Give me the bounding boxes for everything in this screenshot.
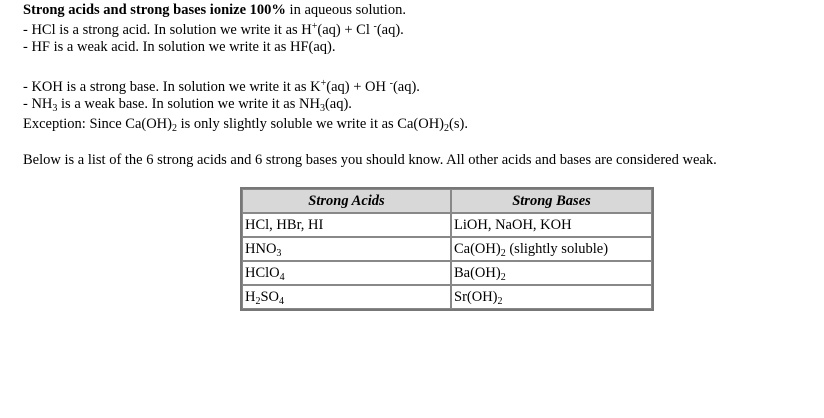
header-strong-acids: Strong Acids (242, 189, 451, 213)
text-segment: is a weak base. In solution we write it as NH (57, 96, 320, 112)
superscript: - (389, 78, 393, 89)
text-segment: Ba(OH) (454, 264, 501, 281)
subscript: 2 (500, 247, 506, 259)
subscript: 2 (500, 271, 506, 283)
subscript: 4 (279, 271, 285, 283)
text-segment: H (245, 288, 256, 305)
acid-cell (242, 237, 451, 261)
superscript: - (373, 21, 377, 32)
header-strong-bases: Strong Bases (451, 189, 652, 213)
table-row (242, 213, 652, 237)
text-segment: SO (260, 288, 280, 305)
text-segment: is only slightly soluble we write it as Ca(OH) (177, 116, 445, 132)
table-row (242, 261, 652, 285)
table-row (242, 237, 652, 261)
text-segment: LiOH, NaOH, KOH (454, 216, 572, 233)
subscript: 2 (497, 295, 503, 307)
list-intro-line (23, 151, 717, 169)
text-segment: Exception: Since Ca(OH) (23, 116, 172, 132)
table-row (242, 285, 652, 309)
text-segment: Sr(OH) (454, 288, 498, 305)
acid-cell (242, 213, 451, 237)
table-header-row (242, 189, 652, 213)
subscript: 2 (255, 295, 261, 307)
text-segment: in aqueous solution. (285, 2, 406, 18)
hcl-line (23, 21, 404, 39)
text-segment: Below is a list of the 6 strong acids and 6 strong bases you should know. All other acids and bases are considered weak. (23, 152, 717, 168)
heading-line (23, 1, 406, 19)
text-segment: - NH (23, 96, 53, 112)
base-cell (451, 261, 652, 285)
base-cell (451, 237, 652, 261)
nh3-line (23, 95, 352, 113)
subscript: 2 (444, 123, 450, 134)
koh-line (23, 78, 420, 96)
subscript: 2 (172, 123, 177, 134)
text-segment: HClO (245, 264, 280, 281)
superscript: + (320, 78, 327, 89)
subscript: 4 (279, 295, 285, 307)
base-cell (451, 285, 652, 309)
text-segment: (slightly soluble) (505, 240, 609, 257)
subscript: 3 (52, 103, 58, 114)
superscript: + (311, 21, 318, 32)
text-segment: (aq). (392, 79, 420, 95)
acid-cell (242, 261, 451, 285)
subscript: 3 (319, 103, 325, 114)
text-segment: (s). (449, 116, 468, 132)
text-segment: HNO (245, 240, 277, 257)
text-segment: - KOH is a strong base. In solution we write it as K (23, 79, 321, 95)
text-segment: HCl, HBr, HI (245, 216, 324, 233)
acid-cell (242, 285, 451, 309)
text-segment: Strong acids and strong bases ionize 100% (23, 2, 286, 18)
exception-line (23, 115, 468, 133)
strong-acids-bases-table (240, 187, 654, 311)
text-segment: (aq) + Cl (317, 22, 374, 38)
base-cell (451, 213, 652, 237)
subscript: 3 (276, 247, 282, 259)
text-segment: (aq). (376, 22, 404, 38)
text-segment: Ca(OH) (454, 240, 501, 257)
hf-line (23, 38, 336, 56)
text-segment: (aq). (324, 96, 352, 112)
text-segment: - HF is a weak acid. In solution we write it as HF(aq). (23, 39, 336, 55)
text-segment: - HCl is a strong acid. In solution we write it as H (23, 22, 312, 38)
text-segment: (aq) + OH (326, 79, 390, 95)
